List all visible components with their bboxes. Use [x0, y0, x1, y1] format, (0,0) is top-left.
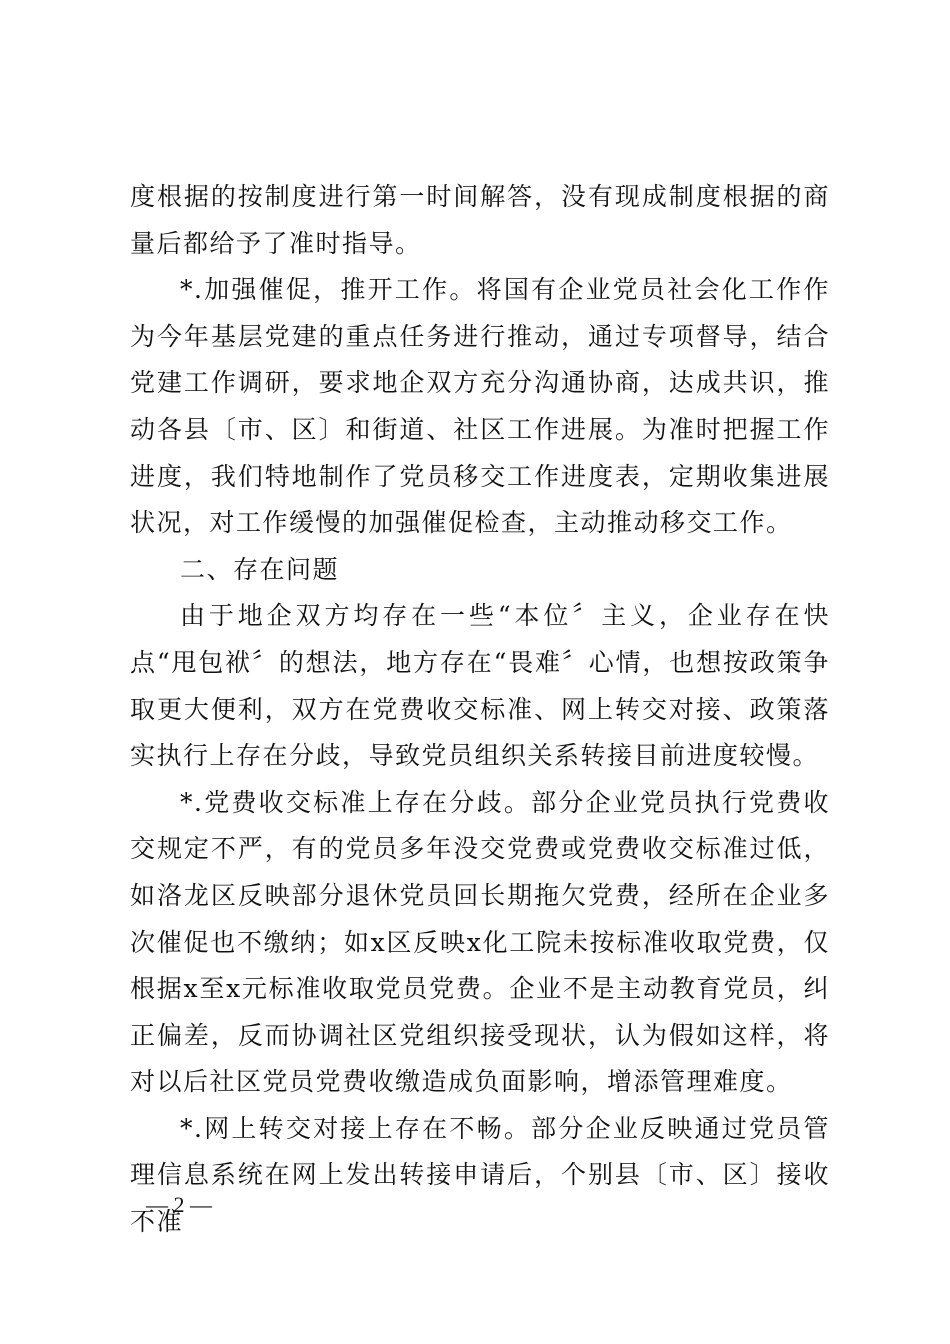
paragraph-party-fee-divergence: *.党费收交标准上存在分歧。部分企业党员执行党费收交规定不严，有的党员多年没交党费或党费收交标准过低，如洛龙区反映部分退休党员回长期拖欠党费，经所在企业多次催促也不缴纳；如x区反映x化工院未按标准收取党费，仅根据x至x元标准收取党员党费。企业不是主动教育党员，纠正偏差，反而协调社区党组织接受现状，认为假如这样，将对以后社区党员党费收缴造成负面影响，增添管理难度。 [130, 787, 830, 1097]
section-heading-existing-problems: 二、存在问题 [180, 554, 340, 584]
document-body [130, 174, 830, 1246]
paragraph-strengthen-urging: *.加强催促，推开工作。将国有企业党员社会化工作作为今年基层党建的重点任务进行推动，通过专项督导，结合党建工作调研，要求地企双方充分沟通协商，达成共识，推动各县〔市、区〕和街道、社区工作进展。为准时把握工作进度，我们特地制作了党员移交工作进度表，定期收集进展状况，对工作缓慢的加强催促检查，主动推动移交工作。 [130, 275, 830, 538]
page-number: — 2 — [146, 1192, 212, 1217]
paragraph-continuation: 度根据的按制度进行第一时间解答，没有现成制度根据的商量后都给予了准时指导。 [130, 182, 830, 258]
paragraph-problems-overview: 由于地企双方均存在一些“本位〞主义，企业存在快点“甩包袱〞的想法，地方存在“畏难〞心情，也想按政策争取更大便利，双方在党费收交标准、网上转交对接、政策落实执行上存在分歧，导致党员组织关系转接目前进度较慢。 [130, 601, 830, 771]
paragraph-online-transfer-issue: *.网上转交对接上存在不畅。部分企业反映通过党员管理信息系统在网上发出转接申请后，个别县〔市、区〕接收不准 [130, 1113, 830, 1237]
